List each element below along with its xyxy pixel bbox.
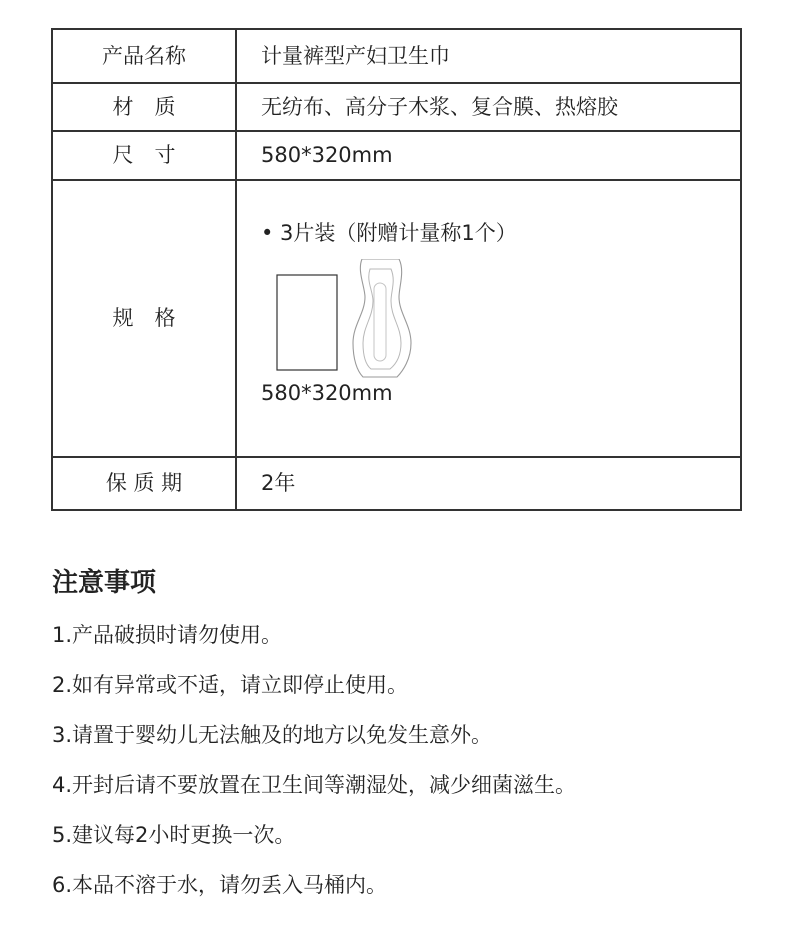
table-row xyxy=(52,180,741,457)
spec-table xyxy=(51,28,742,511)
product-illustration xyxy=(275,259,415,379)
list-item: 3.请置于婴幼儿无法触及的地方以免发生意外。 xyxy=(52,723,493,747)
list-item: 2.如有异常或不适，请立即停止使用。 xyxy=(52,673,409,697)
pad-inner-outline xyxy=(363,269,401,369)
table-row xyxy=(52,457,741,510)
row-label-material: 材 质 xyxy=(52,83,236,131)
table-row xyxy=(52,131,741,180)
spec-bullet-text: • 3片装（附赠计量称1个） xyxy=(261,221,517,245)
row-label-spec: 规 格 xyxy=(52,180,236,457)
row-value-spec xyxy=(236,180,741,457)
pad-core-outline xyxy=(374,283,386,361)
row-label-shelf-life: 保 质 期 xyxy=(52,457,236,510)
list-item: 5.建议每2小时更换一次。 xyxy=(52,823,296,847)
list-item: 1.产品破损时请勿使用。 xyxy=(52,623,283,647)
package-outline xyxy=(277,275,337,370)
notice-title: 注意事项 xyxy=(52,568,157,598)
list-item: 6.本品不溶于水，请勿丢入马桶内。 xyxy=(52,873,388,897)
table-row xyxy=(52,29,741,83)
notice-list xyxy=(52,620,576,920)
pad-outline xyxy=(353,259,411,377)
row-value-material: 无纺布、高分子木浆、复合膜、热熔胶 xyxy=(236,83,741,131)
table-row xyxy=(52,83,741,131)
spec-size-text: 580*320mm xyxy=(261,381,393,405)
list-item: 4.开封后请不要放置在卫生间等潮湿处，减少细菌滋生。 xyxy=(52,773,577,797)
row-value-shelf-life: 2年 xyxy=(236,457,741,510)
row-label-product-name: 产品名称 xyxy=(52,29,236,83)
row-label-size: 尺 寸 xyxy=(52,131,236,180)
row-value-product-name: 计量裤型产妇卫生巾 xyxy=(236,29,741,83)
row-value-size: 580*320mm xyxy=(236,131,741,180)
